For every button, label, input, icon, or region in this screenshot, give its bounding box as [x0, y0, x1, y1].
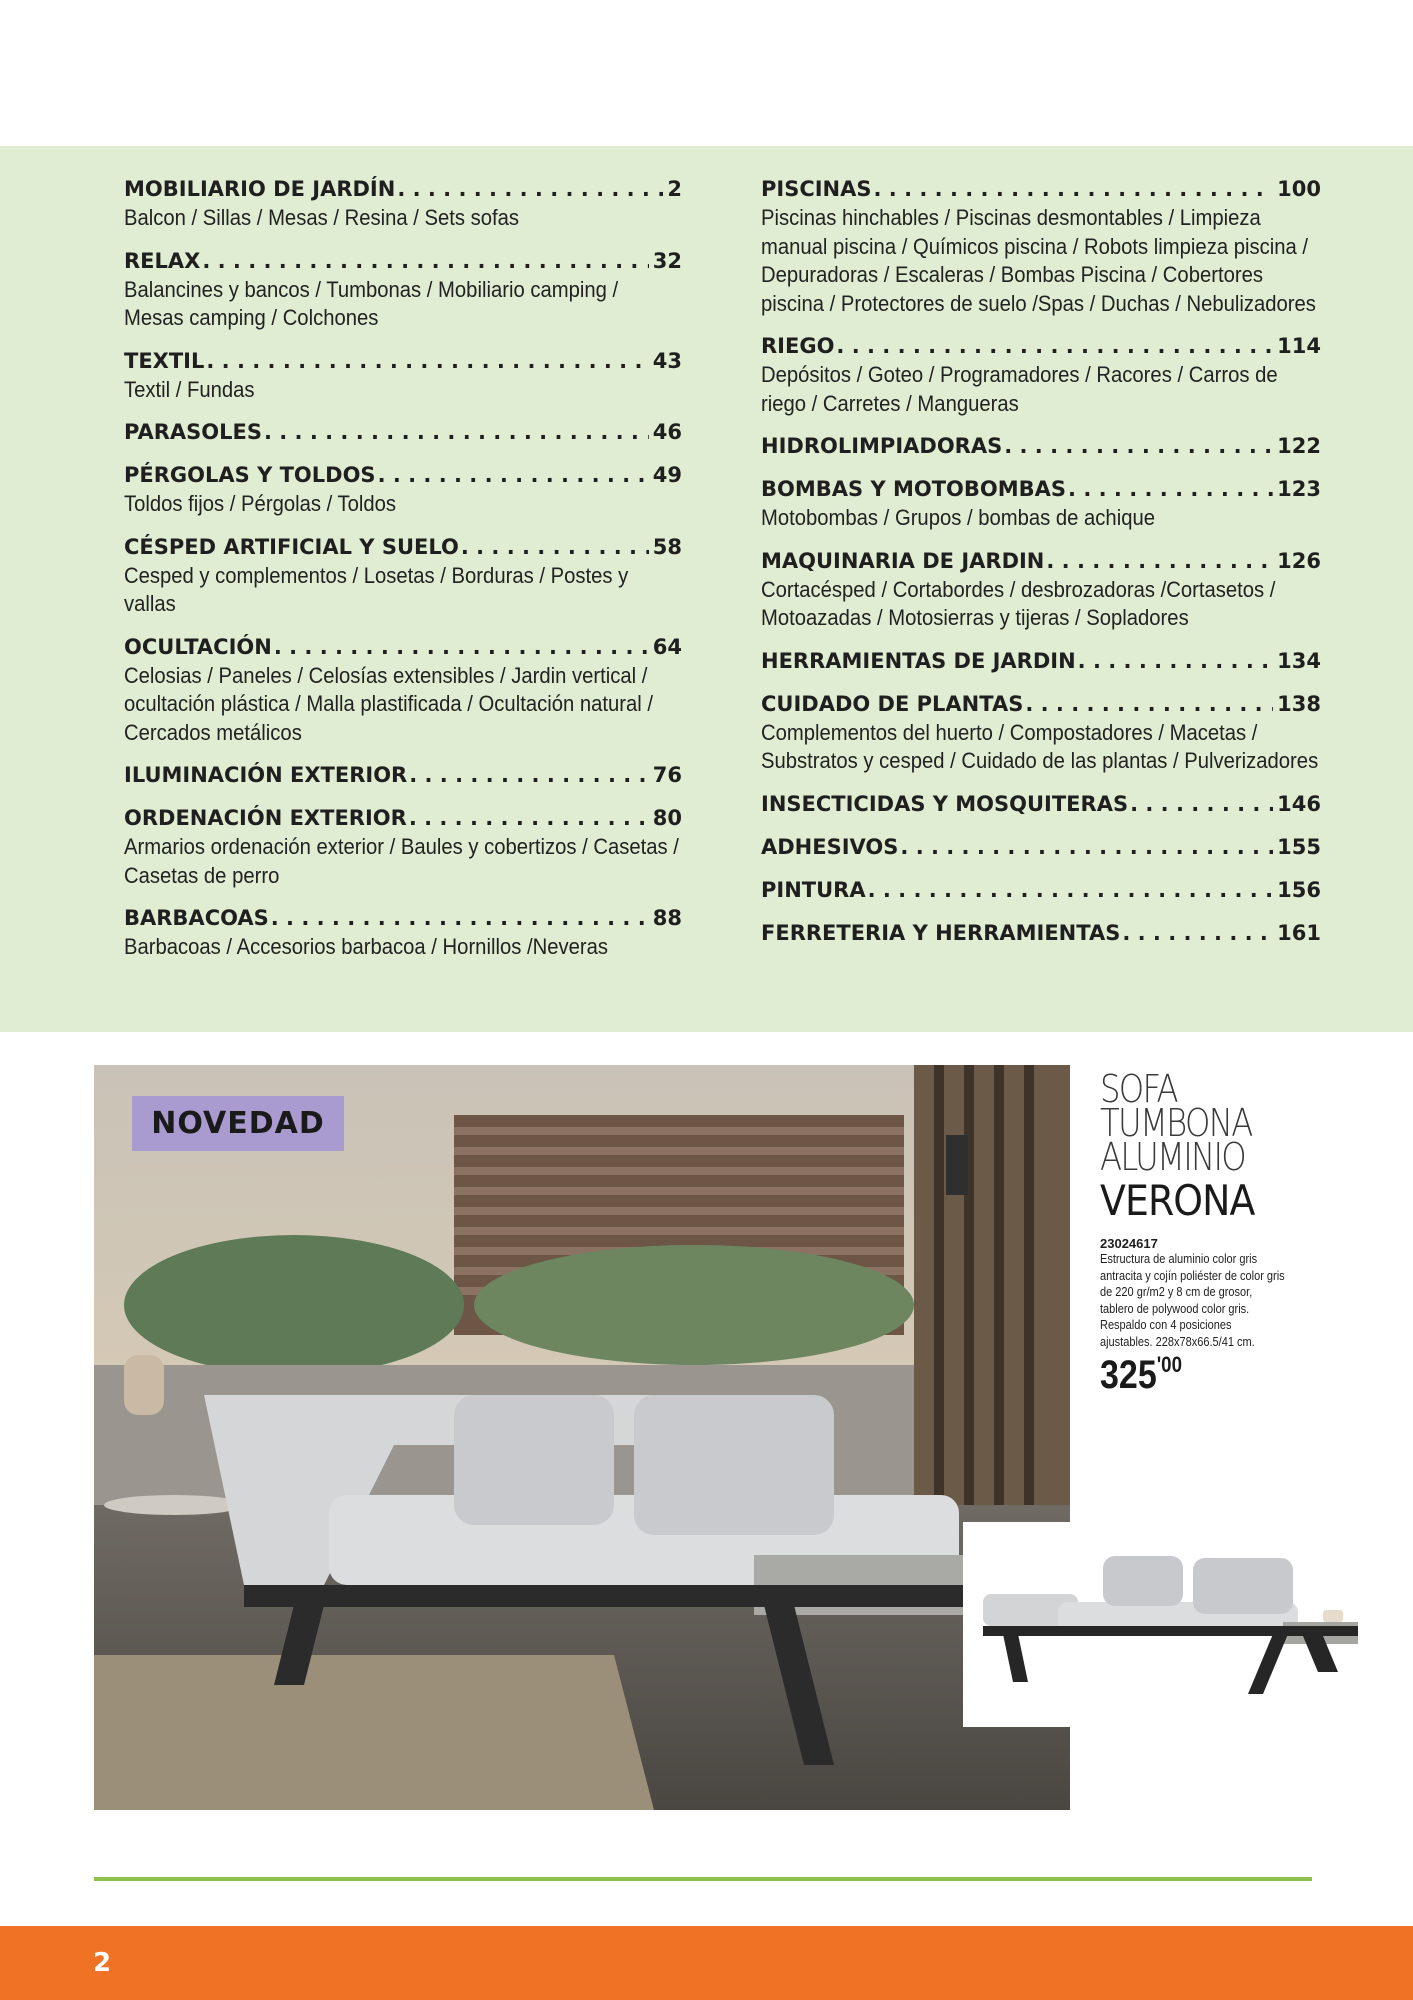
product-lifestyle-photo: [94, 1065, 1070, 1810]
product-type-line-2: TUMBONA: [1100, 1101, 1252, 1145]
toc-entry-title: ILUMINACIÓN EXTERIOR: [124, 763, 408, 787]
toc-entry-page: 2: [667, 177, 682, 201]
toc-entry[interactable]: [761, 174, 1321, 318]
divider-line: [94, 1877, 1312, 1881]
product-price: [1100, 1352, 1287, 1396]
toc-entry-page: 156: [1277, 877, 1321, 902]
product-name: VERONA: [1100, 1176, 1255, 1225]
toc-entry-page: 123: [1277, 477, 1321, 501]
toc-entry-subcategories: Balcon / Sillas / Mesas / Resina / Sets sofas: [124, 205, 520, 230]
toc-entry-page: 114: [1277, 334, 1321, 358]
price-decimals: '00: [1156, 1352, 1182, 1377]
page-number: 2: [93, 1948, 112, 1978]
toc-leader-dots: [206, 346, 648, 376]
toc-entry-title: PINTURA: [761, 877, 866, 902]
toc-entry-subcategories: Textil / Fundas: [124, 376, 255, 402]
toc-entry[interactable]: [124, 417, 682, 447]
product-reference: 23024617: [1100, 1236, 1158, 1251]
toc-entry[interactable]: [761, 331, 1321, 418]
toc-entry-subcategories: Armarios ordenación exterior / Baules y cobertizos / Casetas / Casetas de perro: [124, 834, 679, 888]
toc-entry-subcategories: Piscinas hinchables / Piscinas desmontables / Limpieza manual piscina / Químicos piscina / Robots limpieza piscina / Depuradoras / Escaleras / Bombas Piscina / Cobertores piscina / Protectores de suelo /Spas / Duchas / Nebulizadores: [761, 205, 1316, 316]
toc-column-right: [761, 174, 1321, 961]
table-of-contents: [0, 146, 1413, 1032]
toc-leader-dots: [461, 532, 649, 562]
toc-entry-page: 100: [1277, 177, 1321, 201]
toc-entry-page: 126: [1277, 548, 1321, 573]
toc-entry-title: ORDENACIÓN EXTERIOR: [124, 806, 407, 830]
toc-entry-page: 58: [652, 534, 682, 559]
toc-entry-title: PISCINAS: [761, 177, 872, 201]
toc-entry-subcategories: Toldos fijos / Pérgolas / Toldos: [124, 491, 397, 516]
toc-entry-title: HIDROLIMPIADORAS: [761, 434, 1003, 458]
toc-entry-page: 49: [652, 463, 682, 487]
toc-entry-subcategories: Cesped y complementos / Losetas / Borduras / Postes y vallas: [124, 562, 629, 616]
toc-leader-dots: [836, 331, 1273, 361]
toc-leader-dots: [202, 246, 648, 276]
toc-entry-title: CÉSPED ARTIFICIAL Y SUELO: [124, 534, 459, 559]
toc-entry-title: CUIDADO DE PLANTAS: [761, 691, 1024, 716]
toc-entry-subcategories: Complementos del huerto / Compostadores / Macetas / Substratos y cesped / Cuidado de las plantas / Pulverizadores: [761, 719, 1319, 773]
toc-leader-dots: [900, 832, 1273, 862]
toc-column-left: [124, 174, 682, 975]
toc-entry[interactable]: [761, 546, 1321, 633]
toc-entry[interactable]: [124, 760, 682, 790]
toc-entry-page: 76: [652, 763, 682, 787]
toc-entry[interactable]: [761, 431, 1321, 461]
toc-entry[interactable]: [761, 646, 1321, 676]
toc-entry-title: HERRAMIENTAS DE JARDIN: [761, 648, 1076, 673]
toc-leader-dots: [1078, 646, 1273, 676]
toc-leader-dots: [274, 632, 649, 662]
toc-entry-page: 155: [1277, 834, 1321, 859]
toc-entry-subcategories: Balancines y bancos / Tumbonas / Mobiliario camping / Mesas camping / Colchones: [124, 276, 619, 330]
toc-entry-title: MOBILIARIO DE JARDÍN: [124, 177, 396, 201]
toc-entry-page: 122: [1277, 434, 1321, 458]
price-integer: 325: [1100, 1353, 1157, 1397]
toc-entry-subcategories: Depósitos / Goteo / Programadores / Racores / Carros de riego / Carretes / Mangueras: [761, 362, 1278, 416]
toc-entry[interactable]: [761, 832, 1321, 862]
toc-entry-page: 43: [652, 348, 682, 373]
toc-leader-dots: [271, 903, 649, 933]
toc-entry-subcategories: Barbacoas / Accesorios barbacoa / Hornillos /Neveras: [124, 934, 608, 959]
toc-entry[interactable]: [761, 918, 1321, 948]
toc-entry[interactable]: [124, 346, 682, 405]
toc-entry[interactable]: [124, 903, 682, 962]
toc-entry-page: 88: [652, 906, 682, 930]
toc-leader-dots: [378, 460, 649, 490]
product-type-line-1: SOFA: [1100, 1067, 1177, 1111]
toc-entry-title: PARASOLES: [124, 420, 262, 444]
toc-entry-page: 161: [1277, 920, 1321, 945]
product-description: Estructura de aluminio color gris antracita y cojín poliéster de color gris de 220 gr/m2 y 8 cm de grosor, tablero de polywood color gris. Respaldo con 4 posiciones ajustables. 228x78x66.5/41 cm.: [1100, 1252, 1285, 1349]
footer-bar: [0, 1926, 1413, 2000]
toc-entry-title: OCULTACIÓN: [124, 634, 272, 659]
toc-leader-dots: [1025, 689, 1273, 719]
toc-entry-subcategories: Cortacésped / Cortabordes / desbrozadoras /Cortasetos / Motoazadas / Motosierras y tijeras / Sopladores: [761, 576, 1276, 630]
toc-entry-title: RIEGO: [761, 334, 835, 358]
novedad-badge: NOVEDAD: [132, 1096, 344, 1151]
toc-entry[interactable]: [124, 460, 682, 519]
toc-entry-title: BOMBAS Y MOTOBOMBAS: [761, 477, 1067, 501]
toc-entry-page: 46: [652, 420, 682, 444]
toc-entry[interactable]: [124, 246, 682, 333]
toc-leader-dots: [409, 760, 649, 790]
toc-entry-title: INSECTICIDAS Y MOSQUITERAS: [761, 791, 1129, 816]
toc-leader-dots: [397, 174, 663, 204]
toc-entry-title: TEXTIL: [124, 348, 205, 373]
toc-entry-page: 146: [1277, 791, 1321, 816]
toc-entry[interactable]: [124, 803, 682, 890]
toc-leader-dots: [409, 803, 649, 833]
toc-entry-title: MAQUINARIA DE JARDIN: [761, 548, 1045, 573]
toc-entry-page: 64: [652, 634, 682, 659]
product-info: [1100, 1067, 1320, 1397]
toc-entry-subcategories: Celosias / Paneles / Celosías extensibles / Jardin vertical / ocultación plástica / Malla plastificada / Ocultación natural / Cercados metálicos: [124, 662, 654, 745]
toc-entry-title: FERRETERIA Y HERRAMIENTAS: [761, 920, 1121, 945]
toc-entry-title: RELAX: [124, 248, 201, 273]
toc-leader-dots: [1122, 918, 1273, 948]
toc-entry[interactable]: [124, 632, 682, 748]
toc-leader-dots: [1068, 474, 1273, 504]
toc-entry-title: PÉRGOLAS Y TOLDOS: [124, 463, 376, 487]
product-cutout-photo: [963, 1522, 1373, 1727]
toc-entry-title: BARBACOAS: [124, 906, 269, 930]
toc-leader-dots: [264, 417, 649, 447]
toc-leader-dots: [1046, 546, 1273, 576]
toc-entry[interactable]: [761, 474, 1321, 533]
toc-leader-dots: [1004, 431, 1273, 461]
toc-entry-page: 80: [652, 806, 682, 830]
toc-entry[interactable]: [124, 532, 682, 619]
toc-entry-page: 32: [652, 248, 682, 273]
toc-leader-dots: [868, 875, 1274, 905]
toc-entry[interactable]: [124, 174, 682, 233]
product-type-line-3: ALUMINIO: [1100, 1135, 1246, 1179]
toc-entry-title: ADHESIVOS: [761, 834, 899, 859]
toc-entry-page: 134: [1277, 648, 1321, 673]
toc-entry[interactable]: [761, 689, 1321, 776]
toc-entry[interactable]: [761, 875, 1321, 905]
toc-leader-dots: [1130, 789, 1273, 819]
toc-entry-subcategories: Motobombas / Grupos / bombas de achique: [761, 505, 1155, 530]
toc-leader-dots: [874, 174, 1274, 204]
toc-entry[interactable]: [761, 789, 1321, 819]
toc-entry-page: 138: [1277, 691, 1321, 716]
